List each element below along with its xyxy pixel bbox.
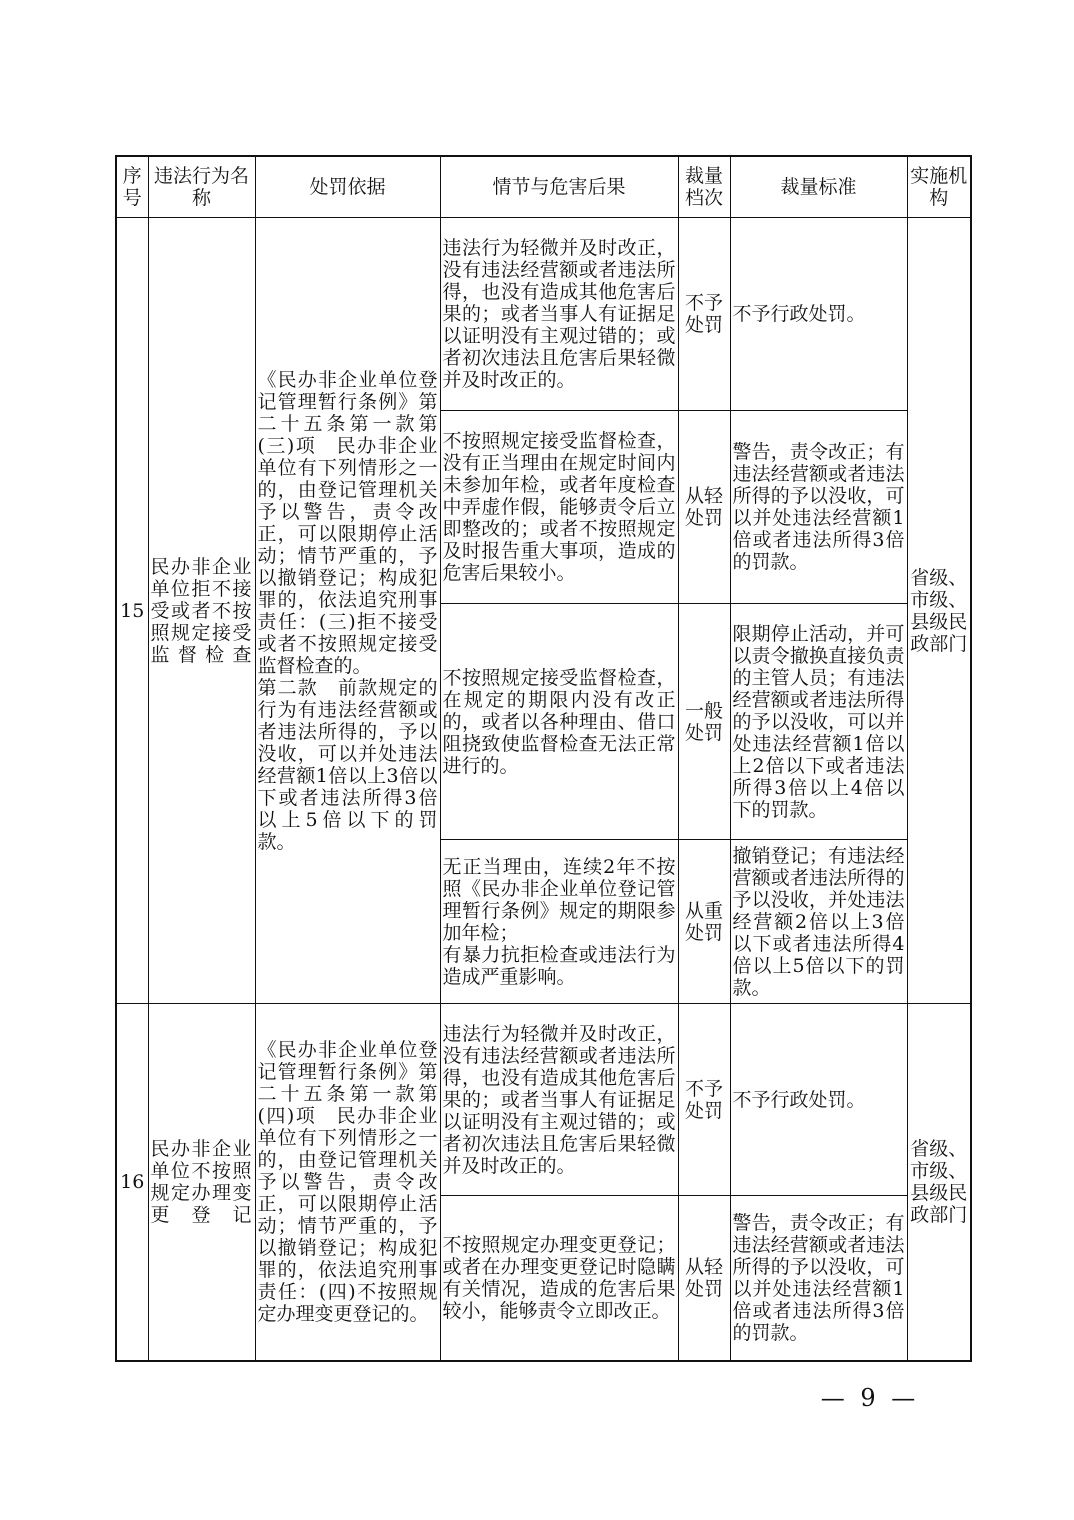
row-no: 16 xyxy=(116,1004,148,1361)
discretion-standard: 警告，责令改正；有违法经营额或者违法所得的予以没收，可以并处违法经营额1倍或者违法所得3倍的罚款。 xyxy=(730,1196,907,1361)
row-no: 15 xyxy=(116,218,148,1004)
circumstance-cell: 不按照规定办理变更登记；或者在办理变更登记时隐瞒有关情况，造成的危害后果较小，能够责令立即改正。 xyxy=(440,1196,678,1361)
header-facts: 情节与危害后果 xyxy=(440,156,678,218)
discretion-standard: 限期停止活动，并可以责令撤换直接负责的主管人员；有违法经营额或者违法所得的予以没收，可以并处违法经营额1倍以上2倍以下或者违法所得3倍以上4倍以下的罚款。 xyxy=(730,604,907,840)
discretion-standard: 不予行政处罚。 xyxy=(730,1004,907,1196)
header-level: 裁量档次 xyxy=(678,156,730,218)
discretion-standard: 撤销登记；有违法经营额或者违法所得的予以没收，并处违法经营额2倍以上3倍以下或者违法所得4倍以上5倍以下的罚款。 xyxy=(730,840,907,1004)
violation-name: 民办非企业单位拒不接受或者不按照规定接受监督检查 xyxy=(148,218,255,1004)
circumstance-cell: 违法行为轻微并及时改正，没有违法经营额或者违法所得，也没有造成其他危害后果的；或者当事人有证据足以证明没有主观过错的；或者初次违法且危害后果轻微并及时改正的。 xyxy=(440,218,678,411)
header-no: 序号 xyxy=(116,156,148,218)
discretion-standard: 不予行政处罚。 xyxy=(730,218,907,411)
circumstance-cell: 不按照规定接受监督检查，在规定的期限内没有改正的，或者以各种理由、借口阻挠致使监督检查无法正常进行的。 xyxy=(440,604,678,840)
table-header-row xyxy=(116,156,971,218)
discretion-level: 从重处罚 xyxy=(678,840,730,1004)
implementing-agency: 省级、市级、县级民政部门 xyxy=(907,1004,971,1361)
header-name: 违法行为名称 xyxy=(148,156,255,218)
implementing-agency: 省级、市级、县级民政部门 xyxy=(907,218,971,1004)
discretion-level: 从轻处罚 xyxy=(678,1196,730,1361)
table-row xyxy=(116,1004,971,1196)
page-number: — 9 — xyxy=(820,1384,920,1412)
discretion-standard: 警告，责令改正；有违法经营额或者违法所得的予以没收，可以并处违法经营额1倍或者违法所得3倍的罚款。 xyxy=(730,411,907,604)
header-org: 实施机构 xyxy=(907,156,971,218)
penalty-basis: 《民办非企业单位登记管理暂行条例》第二十五条第一款第(三)项 民办非企业单位有下列情形之一的，由登记管理机关予以警告，责令改正，可以限期停止活动；情节严重的，予以撤销登记；构成犯罪的，依法追究刑事责任：(三)拒不接受或者不按照规定接受监督检查的。 第二款 前款规定的行为有违法经营额或者违法所得的，予以没收，可以并处违法经营额1倍以上3倍以下或者违法所得3倍以上5倍以下的罚款。 xyxy=(255,218,440,1004)
circumstance-cell: 违法行为轻微并及时改正，没有违法经营额或者违法所得，也没有造成其他危害后果的；或者当事人有证据足以证明没有主观过错的；或者初次违法且危害后果轻微并及时改正的。 xyxy=(440,1004,678,1196)
header-standard: 裁量标准 xyxy=(730,156,907,218)
penalty-basis: 《民办非企业单位登记管理暂行条例》第二十五条第一款第(四)项 民办非企业单位有下列情形之一的，由登记管理机关予以警告，责令改正，可以限期停止活动；情节严重的，予以撤销登记；构成犯罪的，依法追究刑事责任：(四)不按照规定办理变更登记的。 xyxy=(255,1004,440,1361)
discretion-level: 一般处罚 xyxy=(678,604,730,840)
penalty-discretion-table xyxy=(115,155,972,1362)
discretion-level: 不予处罚 xyxy=(678,218,730,411)
circumstance-cell: 不按照规定接受监督检查，没有正当理由在规定时间内未参加年检，或者年度检查中弄虚作假，能够责令后立即整改的；或者不按照规定及时报告重大事项，造成的危害后果较小。 xyxy=(440,411,678,604)
header-basis: 处罚依据 xyxy=(255,156,440,218)
table-row xyxy=(116,218,971,411)
discretion-level: 从轻处罚 xyxy=(678,411,730,604)
violation-name: 民办非企业单位不按照规定办理变更登记 xyxy=(148,1004,255,1361)
circumstance-cell: 无正当理由，连续2年不按照《民办非企业单位登记管理暂行条例》规定的期限参加年检； 有暴力抗拒检查或违法行为造成严重影响。 xyxy=(440,840,678,1004)
discretion-level: 不予处罚 xyxy=(678,1004,730,1196)
